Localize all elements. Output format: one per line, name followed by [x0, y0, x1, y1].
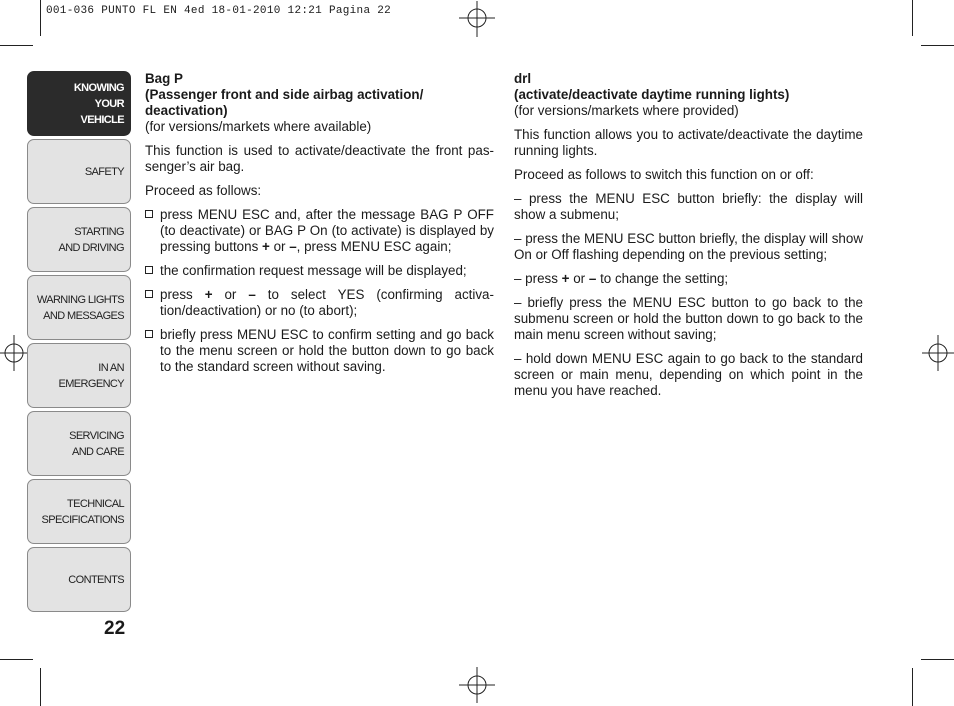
list-item: press + or – to select YES (confirming activa-tion/deactivation) or no (to abort); — [145, 287, 494, 319]
tab-contents[interactable]: CONTENTS — [27, 547, 131, 612]
crop-mark-bl-h — [0, 659, 33, 660]
tab-safety[interactable]: SAFETY — [27, 139, 131, 204]
tab-servicing-and-care[interactable]: SERVICING AND CARE — [27, 411, 131, 476]
tab-warning-lights-and-messages[interactable]: WARNING LIGHTS AND MESSAGES — [27, 275, 131, 340]
step-paragraph: – hold down MENU ESC again to go back to the standard screen or main menu, depending on which point in the menu you have reached. — [514, 351, 863, 398]
proceed-paragraph: Proceed as follows: — [145, 183, 262, 198]
crop-mark-br-v — [912, 668, 913, 706]
step-paragraph: – press + or – to change the setting; — [514, 271, 729, 286]
crop-mark-tl-v — [40, 0, 41, 36]
checkbox-bullet-icon — [145, 266, 153, 274]
list-item: briefly press MENU ESC to confirm setting and go back to the menu screen or hold the button down to go back to the standard screen without saving. — [145, 327, 494, 375]
crop-mark-tl-h — [0, 45, 33, 46]
crop-mark-br-h — [921, 659, 954, 660]
proceed-paragraph: Proceed as follows to switch this function on or off: — [514, 167, 814, 182]
registration-mark-right — [920, 335, 954, 371]
section-title: drl — [514, 71, 532, 86]
availability-note: (for versions/markets where available) — [145, 119, 372, 134]
checkbox-bullet-icon — [145, 210, 153, 218]
tab-knowing-your-vehicle[interactable]: KNOWING YOUR VEHICLE — [27, 71, 131, 136]
registration-mark-bottom — [459, 667, 495, 703]
intro-paragraph: This function allows you to activate/deactivate the daytime running lights. — [514, 127, 863, 158]
step-paragraph: – briefly press the MENU ESC button to go back to the submenu screen or hold the button down to go back to the main menu screen without saving; — [514, 295, 863, 342]
crop-mark-bl-v — [40, 668, 41, 706]
bag-p-section — [145, 71, 494, 383]
step-paragraph: – press the MENU ESC button briefly, the display will show On or Off flashing depending on the previous setting; — [514, 231, 863, 262]
tab-in-an-emergency[interactable]: IN AN EMERGENCY — [27, 343, 131, 408]
intro-paragraph: This function is used to activate/deactivate the front pas-senger’s air bag. — [145, 143, 494, 174]
tab-technical-specifications[interactable]: TECHNICAL SPECIFICATIONS — [27, 479, 131, 544]
list-item: press MENU ESC and, after the message BAG P OFF (to deactivate) or BAG P On (to activate) is displayed by pressing buttons + or –, press MENU ESC again; — [145, 207, 494, 255]
crop-mark-tr-v — [912, 0, 913, 36]
tab-starting-and-driving[interactable]: STARTING AND DRIVING — [27, 207, 131, 272]
availability-note: (for versions/markets where provided) — [514, 103, 739, 118]
registration-mark-top — [459, 1, 495, 37]
section-title: Bag P — [145, 71, 183, 86]
list-item: the confirmation request message will be displayed; — [145, 263, 494, 279]
drl-section — [514, 71, 863, 407]
checkbox-bullet-icon — [145, 290, 153, 298]
step-paragraph: – press the MENU ESC button briefly: the display will show a submenu; — [514, 191, 863, 222]
page-number: 22 — [104, 618, 126, 639]
checkbox-bullet-icon — [145, 330, 153, 338]
section-subtitle: (Passenger front and side airbag activation/ deactivation) — [145, 87, 424, 118]
crop-mark-tr-h — [921, 45, 954, 46]
print-header: 001-036 PUNTO FL EN 4ed 18-01-2010 12:21 Pagina 22 — [46, 5, 392, 17]
section-subtitle: (activate/deactivate daytime running lights) — [514, 87, 790, 102]
